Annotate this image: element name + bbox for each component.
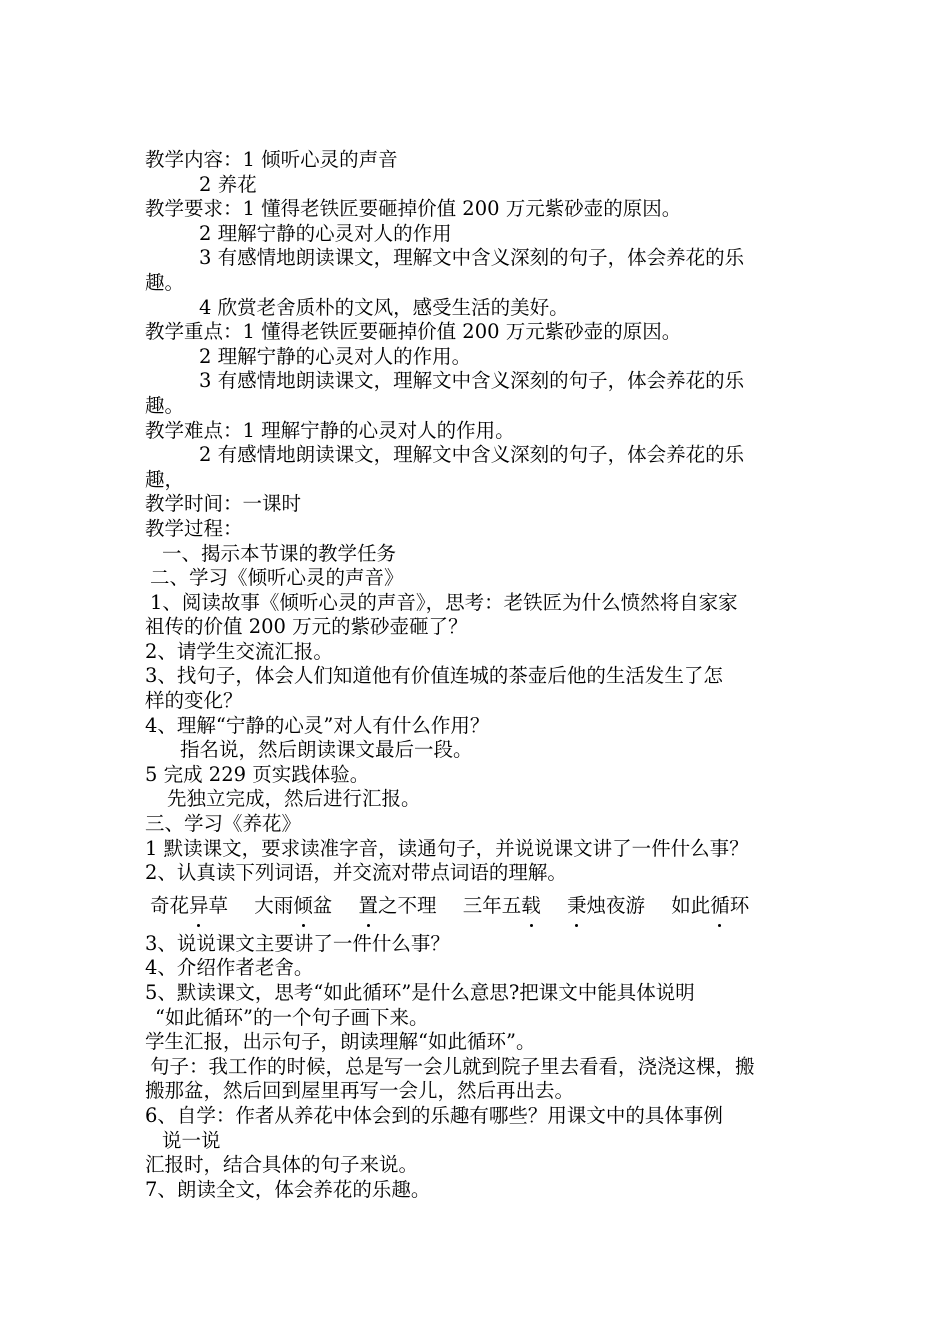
step-4-note: 指名说，然后朗读课文最后一段。 [180, 738, 473, 762]
dotted-character: 秉 [566, 893, 587, 917]
yanghua-step-6-cont: 说一说 [162, 1128, 221, 1152]
requirement-item-4: 4 欣赏老舍质朴的文风，感受生活的美好。 [199, 295, 569, 319]
term-text: 奇花 [150, 893, 190, 917]
requirement-item-2: 2 理解宁静的心灵对人的作用 [199, 221, 452, 245]
vocabulary-terms [145, 886, 810, 932]
lesson-plan-body [145, 148, 810, 1202]
requirement-item-3: 3 有感情地朗读课文，理解文中含义深刻的句子，体会养花的乐 [199, 246, 745, 270]
section-one-heading: 一、揭示本节课的教学任务 [162, 541, 397, 565]
vocab-term [150, 894, 228, 918]
step-4-line: 4、理解“宁静的心灵”对人有什么作用？ [145, 713, 490, 737]
yanghua-step-4: 4、介绍作者老舍。 [145, 956, 314, 980]
dotted-character: 载 [521, 893, 541, 917]
term-text: 之不理 [378, 893, 437, 917]
yanghua-step-2: 2、认真读下列词语，并交流对带点词语的理解。 [145, 861, 567, 885]
key-point-item-3: 3 有感情地朗读课文，理解文中含义深刻的句子，体会养花的乐 [199, 369, 745, 393]
dotted-character: 倾 [293, 893, 313, 917]
requirement-item-3-cont: 趣。 [145, 270, 185, 294]
term-text: 环 [729, 893, 750, 917]
difficulty-item-2: 2 有感情地朗读课文，理解文中含义深刻的句子，体会养花的乐 [199, 443, 745, 467]
step-1-line: 1、阅读故事《倾听心灵的声音》，思考：老铁匠为什么愤然将自家家 [150, 590, 738, 614]
term-text: 烛夜游 [586, 893, 645, 917]
yanghua-step-7: 7、朗读全文，体会养花的乐趣。 [145, 1177, 431, 1201]
key-points-line: 教学重点：1 懂得老铁匠要砸掉价值 200 万元紫砂壶的原因。 [145, 320, 682, 344]
vocab-term [567, 894, 645, 918]
term-text: 如此 [671, 893, 711, 917]
teaching-time-line: 教学时间：一课时 [145, 492, 302, 516]
term-text: 大雨 [254, 893, 294, 917]
example-sentence-line: 句子：我工作的时候，总是写一会儿就到院子里去看看，浇浇这棵，搬 [150, 1054, 755, 1078]
step-3-cont: 样的变化？ [145, 689, 243, 713]
yanghua-step-5-cont: “如此循环”的一个句子画下来。 [155, 1005, 429, 1029]
yanghua-step-1: 1 默读课文，要求读准字音，读通句子，并说说课文讲了一件什么事？ [145, 836, 749, 860]
vocab-term [463, 894, 541, 918]
difficulty-item-2-cont: 趣， [145, 467, 185, 491]
step-5-line: 5 完成 229 页实践体验。 [145, 762, 370, 786]
vocab-term [359, 894, 437, 918]
key-point-item-3-cont: 趣。 [145, 393, 185, 417]
step-5-note: 先独立完成，然后进行汇报。 [167, 787, 421, 811]
key-point-item-2: 2 理解宁静的心灵对人的作用。 [199, 344, 472, 368]
step-1-cont: 祖传的价值 200 万元的紫砂壶砸了？ [145, 615, 468, 639]
teaching-requirements-line: 教学要求：1 懂得老铁匠要砸掉价值 200 万元紫砂壶的原因。 [145, 197, 682, 221]
yanghua-step-5: 5、默读课文，思考“如此循环”是什么意思?把课文中能具体说明 [145, 981, 695, 1004]
vocab-term [671, 894, 749, 918]
term-text: 草 [208, 893, 229, 917]
teaching-content-item-2: 2 养花 [199, 172, 257, 196]
teaching-process-heading: 教学过程： [145, 516, 243, 540]
teaching-content-line: 教学内容：1 倾听心灵的声音 [145, 148, 398, 171]
section-three-heading: 三、学习《养花》 [145, 812, 302, 836]
section-two-heading: 二、学习《倾听心灵的声音》 [150, 566, 404, 590]
term-text: 三年五 [462, 893, 522, 917]
example-sentence-cont: 搬那盆，然后回到屋里再写一会儿，然后再出去。 [145, 1079, 575, 1103]
step-3-line: 3、找句子，体会人们知道他有价值连城的茶壶后他的生活发生了怎 [145, 664, 723, 688]
difficulties-line: 教学难点：1 理解宁静的心灵对人的作用。 [145, 418, 515, 442]
yanghua-step-3: 3、说说课文主要讲了一件什么事？ [145, 931, 450, 955]
vocab-term [254, 894, 332, 918]
dotted-character: 循 [710, 893, 730, 917]
step-2-line: 2、请学生交流汇报。 [145, 639, 333, 663]
yanghua-step-6: 6、自学：作者从养花中体会到的乐趣有哪些？用课文中的具体事例 [145, 1103, 723, 1127]
term-text: 盆 [312, 893, 333, 917]
report-note-line: 汇报时，结合具体的句子来说。 [145, 1153, 419, 1177]
dotted-character: 置 [358, 893, 379, 917]
dotted-character: 异 [189, 893, 209, 917]
student-report-line: 学生汇报，出示句子，朗读理解“如此循环”。 [145, 1030, 536, 1054]
